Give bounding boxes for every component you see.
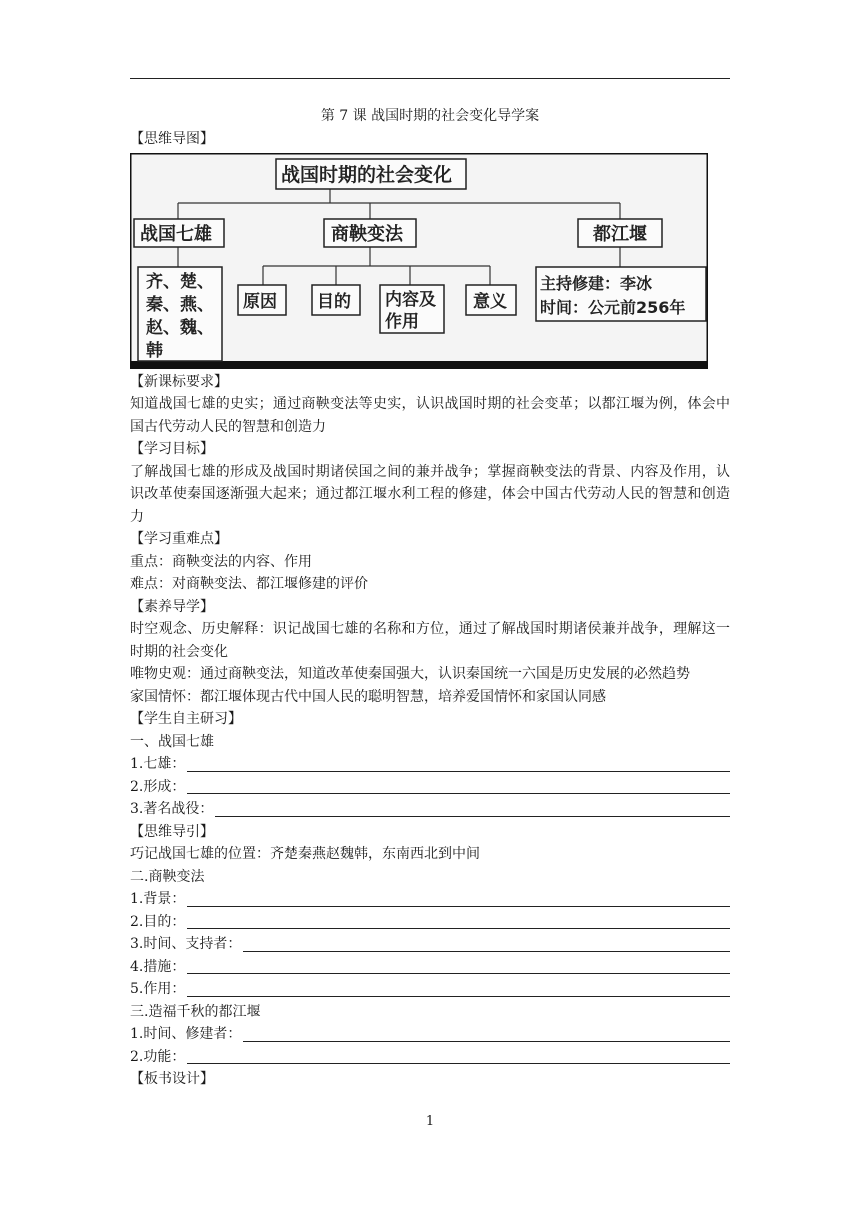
fill-in-label: 1.时间、修建者： [130, 1026, 242, 1042]
root-label: 战国时期的社会变化 [281, 163, 453, 186]
fill-in-label: 1.七雄： [130, 756, 186, 772]
fill-in-background[interactable] [130, 888, 730, 911]
literacy-heading: 【素养导学】 [130, 598, 214, 615]
part-3-title: 三.造福千秋的都江堰 [130, 1003, 261, 1020]
seven-states-line-2: 秦、燕、 [146, 294, 214, 315]
seven-states-line-1: 齐、楚、 [146, 271, 214, 292]
page-title: 第 7 课 战国时期的社会变化导学案 [320, 108, 540, 124]
key-point: 重点：商鞅变法的内容、作用 [130, 553, 312, 570]
answer-blank[interactable] [187, 906, 730, 907]
child-label-cause: 原因 [243, 291, 277, 312]
branch-label-shang-yang: 商鞅变法 [331, 223, 403, 245]
dujiangyan-detail-line-1: 主持修建：李冰 [540, 273, 653, 293]
document-body [130, 128, 730, 1091]
answer-blank[interactable] [187, 793, 730, 794]
fill-in-label: 5.作用： [130, 981, 186, 997]
mindmap-heading: 【思维导图】 [130, 131, 214, 147]
header-rule [130, 78, 730, 79]
answer-blank[interactable] [215, 816, 730, 817]
board-design-heading: 【板书设计】 [130, 1071, 214, 1087]
branch-label-seven-states: 战国七雄 [140, 223, 212, 245]
fill-in-battles[interactable] [130, 798, 730, 821]
mind-map-diagram [130, 153, 708, 369]
fill-in-label: 3.著名战役： [130, 801, 214, 817]
page-number: 1 [425, 1114, 435, 1129]
curriculum-heading: 【新课标要求】 [130, 373, 228, 390]
fill-in-label: 3.时间、支持者： [130, 936, 242, 952]
branch-label-dujiangyan: 都江堰 [593, 223, 647, 245]
fill-in-function[interactable] [130, 1046, 730, 1069]
child-label-content-2: 作用 [385, 311, 419, 332]
fill-in-effect[interactable] [130, 978, 730, 1001]
fill-in-label: 4.措施： [130, 958, 186, 975]
fill-in-seven-states[interactable] [130, 753, 730, 776]
key-points-heading: 【学习重难点】 [130, 531, 228, 547]
goals-text: 了解战国七雄的形成及战国时期诸侯国之间的兼并战争；掌握商鞅变法的背景、内容及作用，认识改革使秦国逐渐强大起来；通过都江堰水利工程的修建，体会中国古代劳动人民的智慧和创造力 [130, 463, 730, 525]
part-1-title: 一、战国七雄 [130, 733, 214, 750]
answer-blank[interactable] [187, 996, 730, 997]
seven-states-line-4: 韩 [146, 340, 163, 361]
child-label-purpose: 目的 [317, 291, 351, 312]
difficult-point: 难点：对商鞅变法、都江堰修建的评价 [130, 576, 368, 592]
fill-in-purpose[interactable] [130, 911, 730, 934]
answer-blank[interactable] [187, 973, 730, 974]
goals-heading: 【学习目标】 [130, 441, 214, 457]
literacy-item-2: 唯物史观：通过商鞅变法，知道改革使秦国强大，认识秦国统一六国是历史发展的必然趋势 [130, 666, 690, 682]
fill-in-time-supporter[interactable] [130, 933, 730, 956]
fill-in-label: 2.目的： [130, 913, 186, 930]
child-label-significance: 意义 [473, 291, 507, 312]
answer-blank[interactable] [187, 771, 730, 772]
fill-in-label: 2.形成： [130, 778, 186, 795]
fill-in-measures[interactable] [130, 956, 730, 979]
literacy-item-3: 家国情怀：都江堰体现古代中国人民的聪明智慧，培养爱国情怀和家国认同感 [130, 688, 606, 705]
answer-blank[interactable] [243, 951, 730, 952]
seven-states-line-3: 赵、魏、 [146, 317, 214, 338]
thinking-guide-heading: 【思维导引】 [130, 823, 214, 840]
fill-in-label: 2.功能： [130, 1048, 186, 1065]
curriculum-text: 知道战国七雄的史实；通过商鞅变法等史实，认识战国时期的社会变革；以都江堰为例，体会中国古代劳动人民的智慧和创造力 [130, 396, 730, 435]
answer-blank[interactable] [243, 1041, 730, 1042]
literacy-item-1: 时空观念、历史解释：识记战国七雄的名称和方位，通过了解战国时期诸侯兼并战争，理解这一时期的社会变化 [130, 621, 730, 660]
dujiangyan-detail-line-2: 时间：公元前256年 [540, 297, 686, 317]
answer-blank[interactable] [187, 928, 730, 929]
fill-in-time-builder[interactable] [130, 1023, 730, 1046]
answer-blank[interactable] [187, 1063, 730, 1064]
child-label-content-1: 内容及 [385, 289, 436, 310]
thinking-guide-text: 巧记战国七雄的位置：齐楚秦燕赵魏韩，东南西北到中间 [130, 846, 480, 862]
fill-in-formation[interactable] [130, 776, 730, 799]
fill-in-label: 1.背景： [130, 891, 186, 907]
part-2-title: 二.商鞅变法 [130, 868, 205, 885]
self-study-heading: 【学生自主研习】 [130, 711, 242, 727]
